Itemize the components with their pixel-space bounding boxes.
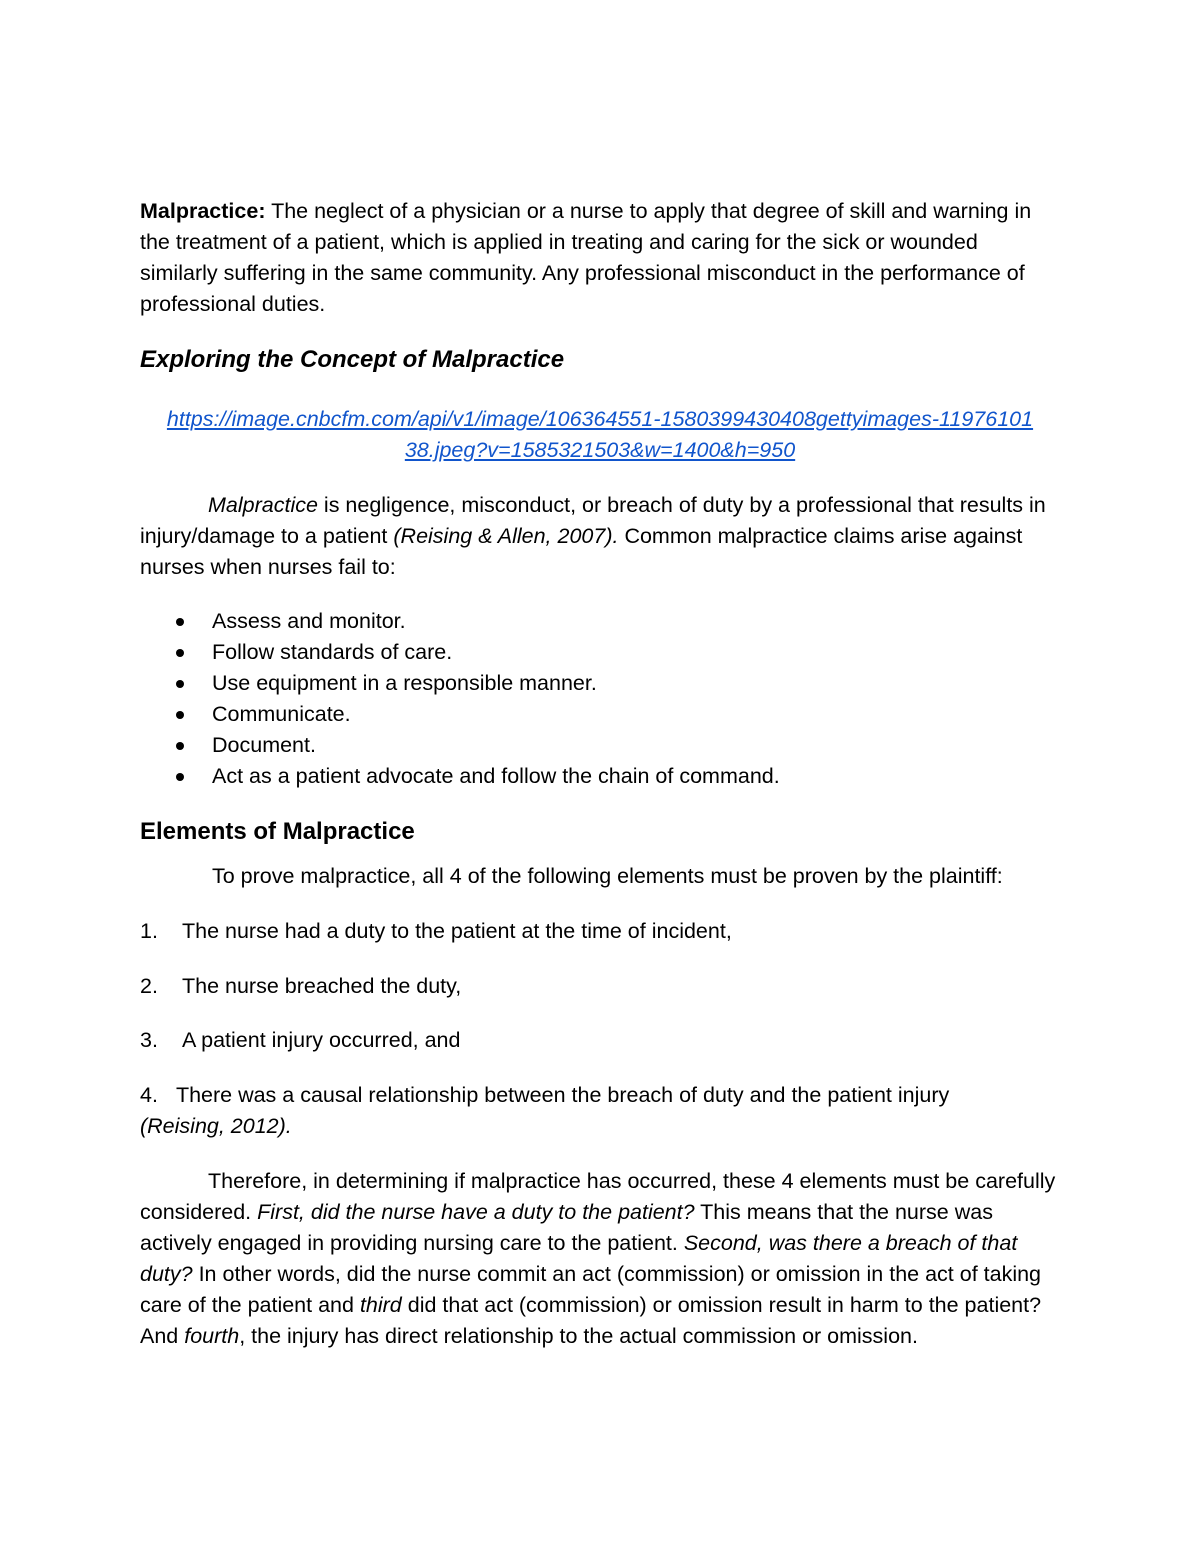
element-number: 3. — [140, 1028, 158, 1052]
definition-text: The neglect of a physician or a nurse to apply that degree of skill and warning in the treatment of a patient, which is applied in treating and caring for the sick or wounded similarly suffering in the same community. Any professional misconduct in the performance of professional duties. — [140, 199, 1032, 316]
elements-intro: To prove malpractice, all 4 of the following elements must be proven by the plaintiff: — [212, 864, 1003, 888]
bullet-icon — [176, 742, 184, 750]
element-text: The nurse breached the duty, — [182, 974, 462, 998]
intro-text-1: is negligence, misconduct, or breach of duty by a professional that results in injury/damage to a patient — [140, 493, 1046, 548]
element-item-3 — [140, 1025, 1060, 1056]
intro-term: Malpractice — [208, 493, 318, 517]
bullet-icon — [176, 680, 184, 688]
failure-bullet-list — [140, 606, 1060, 792]
list-item: Follow standards of care. — [140, 637, 1060, 668]
section-heading-elements: Elements of Malpractice — [140, 818, 415, 845]
element-number: 1. — [140, 919, 158, 943]
bullet-icon — [176, 618, 184, 626]
definition-term: Malpractice — [140, 199, 259, 223]
element-number: 4. — [140, 1083, 158, 1107]
list-item: Use equipment in a responsible manner. — [140, 668, 1060, 699]
bullet-icon — [176, 773, 184, 781]
definition-paragraph — [140, 196, 1060, 320]
element-text: There was a causal relationship between the breach of duty and the patient injury — [175, 1083, 950, 1107]
list-item: Communicate. — [140, 699, 1060, 730]
element-text: A patient injury occurred, and — [182, 1028, 461, 1052]
list-item: Act as a patient advocate and follow the chain of command. — [140, 761, 1060, 792]
image-link[interactable] — [140, 404, 1060, 466]
bullet-icon — [176, 711, 184, 719]
element-item-2 — [140, 971, 1060, 1002]
element-item-1 — [140, 916, 1060, 947]
element-item-4 — [140, 1080, 1060, 1142]
intro-text-2: Common malpractice claims arise against nurses when nurses fail to: — [140, 524, 1023, 579]
element-4-citation: (Reising, 2012). — [140, 1114, 292, 1138]
intro-citation: (Reising & Allen, 2007). — [393, 524, 619, 548]
list-item: Assess and monitor. — [140, 606, 1060, 637]
image-link-line2[interactable]: 38.jpeg?v=1585321503&w=1400&h=950 — [404, 438, 796, 462]
section-heading-exploring: Exploring the Concept of Malpractice — [140, 346, 565, 373]
definition-colon: : — [258, 199, 266, 223]
conclusion-paragraph: Therefore, in determining if malpractice has occurred, these 4 elements must be carefully considered. First, did the nurse have a duty to the patient? This means that the nurse was actively engaged in providing nursing care to the patient. Second, was there a breach of that duty? In other words, did the nurse commit an act (commission) or omission in the act of taking care of the patient and third did that act (commission) or omission result in harm to the patient? And fourth, the injury has direct relationship to the actual commission or omission. — [140, 1169, 1056, 1348]
image-link-line1[interactable]: https://image.cnbcfm.com/api/v1/image/106364551-1580399430408gettyimages-11976101 — [166, 407, 1034, 431]
element-number: 2. — [140, 974, 158, 998]
bullet-icon — [176, 649, 184, 657]
list-item: Document. — [140, 730, 1060, 761]
intro-paragraph — [140, 490, 1050, 583]
element-text: The nurse had a duty to the patient at the time of incident, — [182, 919, 732, 943]
